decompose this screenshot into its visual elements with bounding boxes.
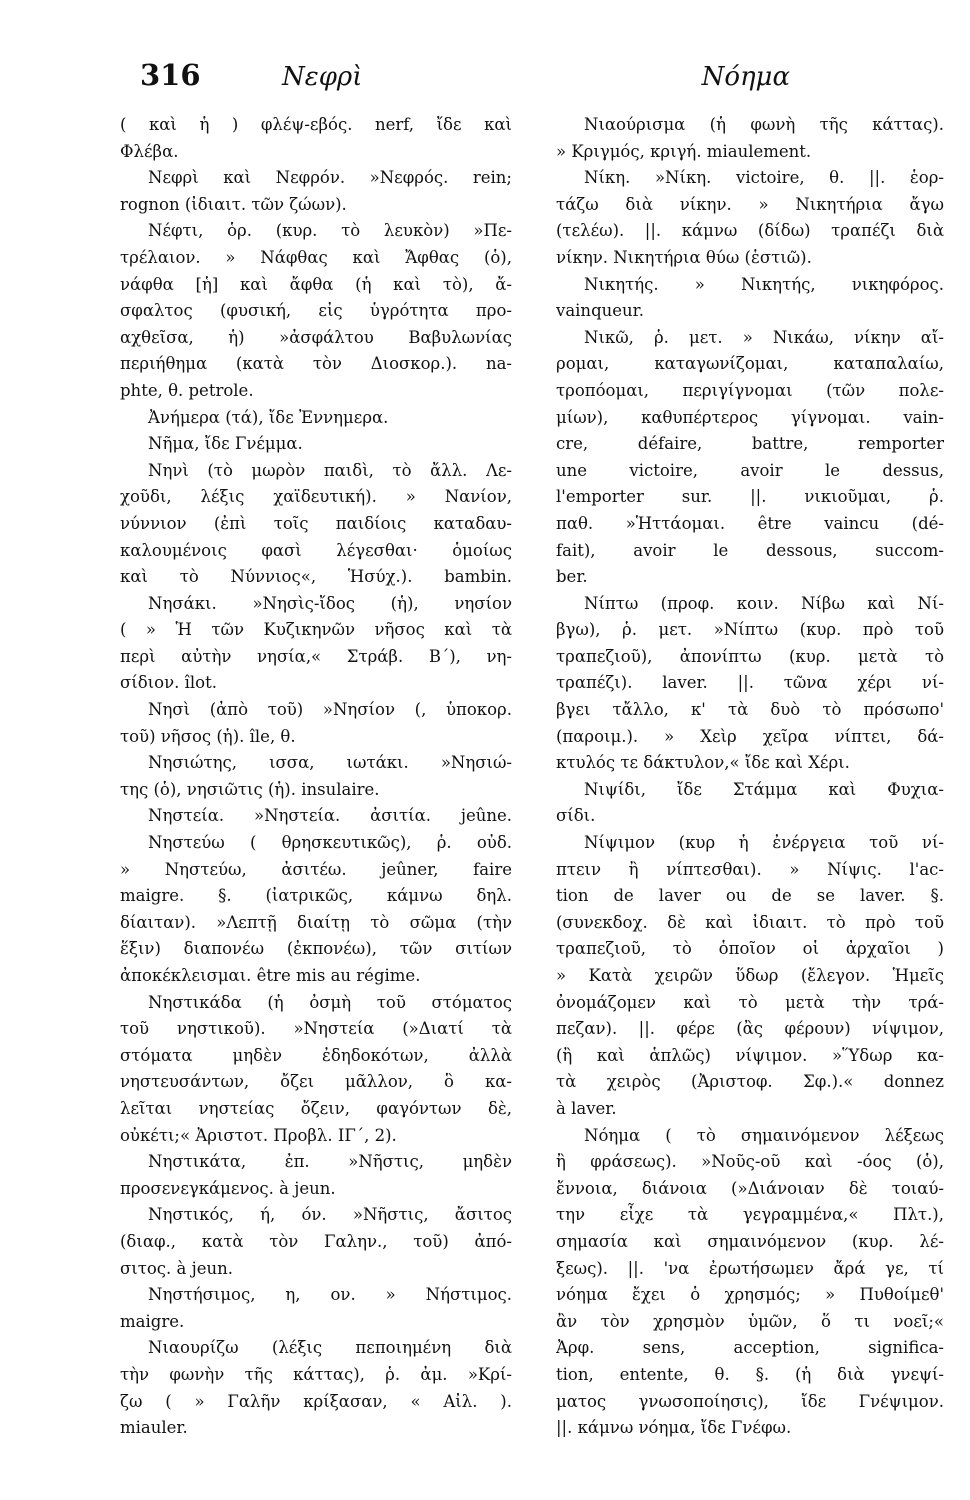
right-column-line: une victoire, avoir le dessus, [556, 460, 944, 480]
left-column-line: τρέλαιον. » Νάφθας καὶ Ἄφθας (ὁ), [120, 247, 512, 267]
right-column-line: fait), avoir le dessous, succom- [556, 540, 944, 560]
left-column-line: περιήθημα (κατὰ τὸν Διοσκορ.). na- [120, 354, 512, 374]
right-column-line: ξεως). ||. 'να ἐρωτήσωμεν ἄρά γε, τί [556, 1258, 944, 1278]
left-column-line: ἕξιν) διαπονέω (ἐκπονέω), τῶν σιτίων [120, 939, 512, 959]
right-column-line: Νίκη. »Νίκη. victoire, θ. ||. ἑορ- [584, 168, 944, 188]
right-column-line: κτυλός τε δάκτυλον,« ἴδε καὶ Χέρι. [556, 753, 850, 773]
right-column-line: (παροιμ.). » Χεὶρ χεῖρα νίπτει, δά- [556, 726, 944, 746]
right-column-line: ὀνομάζομεν καὶ τὸ μετὰ τὴν τρά- [556, 992, 944, 1012]
right-column [556, 112, 944, 1442]
right-column-line: ρομαι, καταγωνίζομαι, καταπαλαίω, [556, 354, 944, 374]
left-column-line: Νηστήσιμος, η, ον. » Νήστιμος. [148, 1285, 512, 1305]
right-column-line: τραπέζι). laver. ||. τῶνα χέρι νί- [556, 673, 944, 693]
right-column-line: à laver. [556, 1098, 617, 1118]
left-column-line: τοῦ) νῆσος (ἡ). île, θ. [120, 726, 296, 746]
right-column-line: νίκην. Νικητήρια θύω (ἑστιῶ). [556, 247, 812, 267]
left-column-line: Νηστικάτα, ἐπ. »Νῆστις, μηδὲν [148, 1152, 512, 1172]
right-column-line: (τελέω). ||. κάμνω (δίδω) τραπέζι διὰ [556, 221, 944, 241]
page-header [0, 58, 970, 98]
right-column-line: Νιαούρισμα (ἡ φωνὴ τῆς κάττας). [584, 115, 944, 134]
right-column-line: τραπεζιοῦ), ἀπονίπτω (κυρ. μετὰ τὸ [556, 646, 944, 666]
left-column-line: της (ὁ), νησιῶτις (ἡ). insulaire. [120, 779, 380, 799]
right-column-line: τάζω διὰ νίκην. » Νικητήρια ἄγω [556, 194, 944, 214]
right-column-line: μίων), καθυπέρτερος γίγνομαι. vain- [556, 407, 944, 427]
left-column-line: Νέφτι, ὁρ. (κυρ. τὸ λευκὸν) »Πε- [148, 221, 512, 241]
left-column-line: » Νηστεύω, ἀσιτέω. jeûner, faire [120, 859, 512, 879]
left-column-line: χοῦδι, λέξις χαϊδευτική). » Νανίον, [120, 487, 512, 507]
left-column-line: καλουμένοις φασὶ λέγεσθαι· ὁμοίως [120, 540, 512, 560]
left-column-line: Νησιώτης, ισσα, ιωτάκι. »Νησιώ- [148, 753, 512, 773]
left-column-line: Νησὶ (ἀπὸ τοῦ) »Νησίον (, ὑποκορ. [148, 700, 512, 720]
right-column-line: (ἢ καὶ ἁπλῶς) νίψιμον. »Ὕδωρ κα- [556, 1045, 944, 1065]
left-column-line: τὴν φωνὴν τῆς κάττας), ῥ. ἀμ. »Κρί- [120, 1364, 512, 1384]
right-column-line: σημασία καὶ σημαινόμενον (κυρ. λέ- [556, 1231, 944, 1251]
right-column-line: ber. [556, 567, 588, 587]
left-column-line: Ἀνήμερα (τά), ἴδε Ἐννημερα. [148, 407, 389, 427]
left-column-line: Νιαουρίζω (λέξις πεποιημένη διὰ [148, 1338, 512, 1358]
left-column-line: Νησάκι. »Νησὶς-ἴδος (ἡ), νησίον [148, 593, 512, 613]
left-column-line: maigre. [120, 1311, 185, 1331]
right-column-line: Ἀρφ. sens, acception, significa- [556, 1338, 944, 1358]
left-column-line: Νηστεύω ( θρησκευτικῶς), ῥ. οὐδ. [148, 833, 512, 853]
right-column-line: Νιψίδι, ἴδε Στάμμα καὶ Φυχια- [584, 779, 944, 799]
left-column-line: Νηνὶ (τὸ μωρὸν παιδὶ, τὸ ἄλλ. Λε- [148, 460, 512, 480]
left-column-line: Νηστικάδα (ἡ ὀσμὴ τοῦ στόματος [148, 992, 512, 1012]
right-column-line: » Κριγμός, κριγή. miaulement. [556, 141, 812, 161]
right-column-line: τὰ χειρὸς (Ἀριστοφ. Σφ.).« donnez [556, 1072, 944, 1092]
left-column-line: rognon (ἰδιαιτ. τῶν ζώων). [120, 194, 347, 214]
left-column-line: (διαφ., κατὰ τὸν Γαλην., τοῦ) ἀπό- [120, 1231, 512, 1251]
page-number: 316 [140, 58, 201, 92]
right-column-line: cre, défaire, battre, remporter [556, 434, 944, 454]
right-column-line: τροπόομαι, περιγίγνομαι (τῶν πολε- [556, 380, 944, 400]
left-column-line: λεῖται νηστείας ὄζειν, φαγόντων δὲ, [120, 1098, 512, 1118]
right-column-line: πτειν ἢ νίπτεσθαι). » Νίψις. l'ac- [556, 859, 944, 879]
left-column-line: νηστευσάντων, ὄζει μᾶλλον, ὃ κα- [120, 1072, 512, 1092]
right-column-line: Νόημα ( τὸ σημαινόμενον λέξεως [584, 1125, 944, 1145]
left-column-line: Νεφρὶ καὶ Νεφρόν. »Νεφρός. rein; [148, 168, 512, 188]
left-column-line: καὶ τὸ Νύννιος«, Ἡσύχ.). bambin. [120, 567, 512, 587]
right-column-line: l'emporter sur. ||. νικιοῦμαι, ῥ. [556, 487, 944, 507]
left-column-line: νάφθα [ἡ] καὶ ἄφθα (ἡ καὶ τὸ), ἄ- [120, 274, 512, 294]
left-running-head: Νεφρὶ [282, 62, 363, 92]
left-column-line: maigre. §. (ἰατρικῶς, κάμνω δηλ. [120, 886, 512, 906]
left-column-line: νύννιον (ἐπὶ τοῖς παιδίοις καταδαυ- [120, 513, 512, 533]
right-column-line: βγω), ῥ. μετ. »Νίπτω (κυρ. πρὸ τοῦ [556, 620, 944, 640]
right-column-line: (συνεκδοχ. δὲ καὶ ἰδιαιτ. τὸ πρὸ τοῦ [556, 912, 944, 932]
right-column-line: ||. κάμνω νόημα, ἴδε Γνέφω. [556, 1418, 792, 1438]
left-column-line: Φλέβα. [120, 141, 179, 161]
left-column-line: ἀποκέκλεισμαι. être mis au régime. [120, 966, 421, 985]
left-column-line: δίαιταν). »Λεπτῇ διαίτῃ τὸ σῶμα (τὴν [120, 912, 512, 932]
right-column-line: Νίπτω (προφ. κοιν. Νίβω καὶ Νί- [584, 593, 944, 613]
right-column-line: Νικητής. » Νικητής, νικηφόρος. [584, 274, 944, 294]
left-column-line: στόματα μηδὲν ἐδηδοκότων, ἀλλὰ [120, 1045, 512, 1065]
right-column-line: Νικῶ, ῥ. μετ. » Νικάω, νίκην αἴ- [584, 327, 944, 347]
right-column-line: σίδι. [556, 806, 596, 826]
right-column-line: tion de laver ou de se laver. §. [556, 886, 944, 906]
right-column-line: Νίψιμον (κυρ ἡ ἐνέργεια τοῦ νί- [584, 833, 944, 853]
left-column-line: ζω ( » Γαλῆν κρίξασαν, « Αἰλ. ). [120, 1391, 512, 1411]
left-column-line: αχθεῖσα, ἡ) »ἀσφάλτου Βαβυλωνίας [120, 327, 512, 347]
right-column-line: vainqueur. [556, 301, 644, 321]
left-column-line: σίδιον. îlot. [120, 673, 217, 693]
right-column-line: ἂν τὸν χρησμὸν ὑμῶν, ὅ τι νοεῖ;« [556, 1311, 944, 1331]
left-column-line: Νηστεία. »Νηστεία. ἀσιτία. jeûne. [148, 806, 512, 826]
left-column-line: miauler. [120, 1418, 188, 1438]
left-column-line: σιτος. à jeun. [120, 1258, 233, 1278]
left-column [120, 112, 512, 1442]
right-column-line: την εἶχε τὰ γεγραμμένα,« Πλτ.), [556, 1205, 944, 1225]
right-column-line: ἔννοια, διάνοια (»Διάνοιαν δὲ τοιαύ- [556, 1178, 944, 1198]
right-column-line: ἢ φράσεως). »Νοῦς-οῦ καὶ -όος (ὁ), [556, 1152, 944, 1172]
right-column-line: ματος γνωσοποίησις), ἴδε Γνέψιμον. [556, 1391, 944, 1411]
right-column-line: τραπεζιοῦ, τὸ ὁποῖον οἱ ἀρχαῖοι ) [556, 939, 944, 959]
right-column-line: » Κατὰ χειρῶν ὕδωρ (ἔλεγον. Ἡμεῖς [556, 966, 944, 985]
right-running-head: Νόημα [701, 62, 790, 92]
right-column-line: tion, entente, θ. §. (ἡ διὰ γνεψί- [556, 1364, 944, 1384]
left-column-line: σφαλτος (φυσική, εἰς ὑγρότητα προ- [120, 301, 512, 321]
left-column-line: phte, θ. petrole. [120, 380, 254, 400]
left-column-line: Νηστικός, ή, όν. »Νῆστις, ἄσιτος [148, 1205, 512, 1225]
left-column-line: προσενεγκάμενος. à jeun. [120, 1178, 336, 1198]
left-column-line: οὐκέτι;« Ἀριστοτ. Προβλ. ΙΓ΄, 2). [120, 1125, 397, 1145]
right-column-line: νόημα ἔχει ὁ χρησμός; » Πυθοίμεθ' [556, 1285, 944, 1305]
left-column-line: περὶ αὐτὴν νησία,« Στράβ. Β΄), νη- [120, 646, 512, 666]
right-column-line: παθ. »Ἡττάομαι. être vaincu (dé- [556, 513, 944, 533]
left-column-line: ( καὶ ἡ ) φλέψ-εβός. nerf, ἴδε καὶ [120, 115, 512, 134]
left-column-line: ( » Ἡ τῶν Κυζικηνῶν νῆσος καὶ τὰ [120, 620, 512, 640]
right-column-line: πεζαν). ||. φέρε (ἂς φέρουν) νίψιμον, [556, 1019, 944, 1039]
left-column-line: Νῆμα, ἴδε Γνέμμα. [148, 434, 303, 454]
right-column-line: βγει τἄλλο, κ' τὰ δυὸ τὸ πρόσωπο' [556, 700, 944, 720]
left-column-line: τοῦ νηστικοῦ). »Νηστεία (»Διατί τὰ [120, 1019, 512, 1039]
